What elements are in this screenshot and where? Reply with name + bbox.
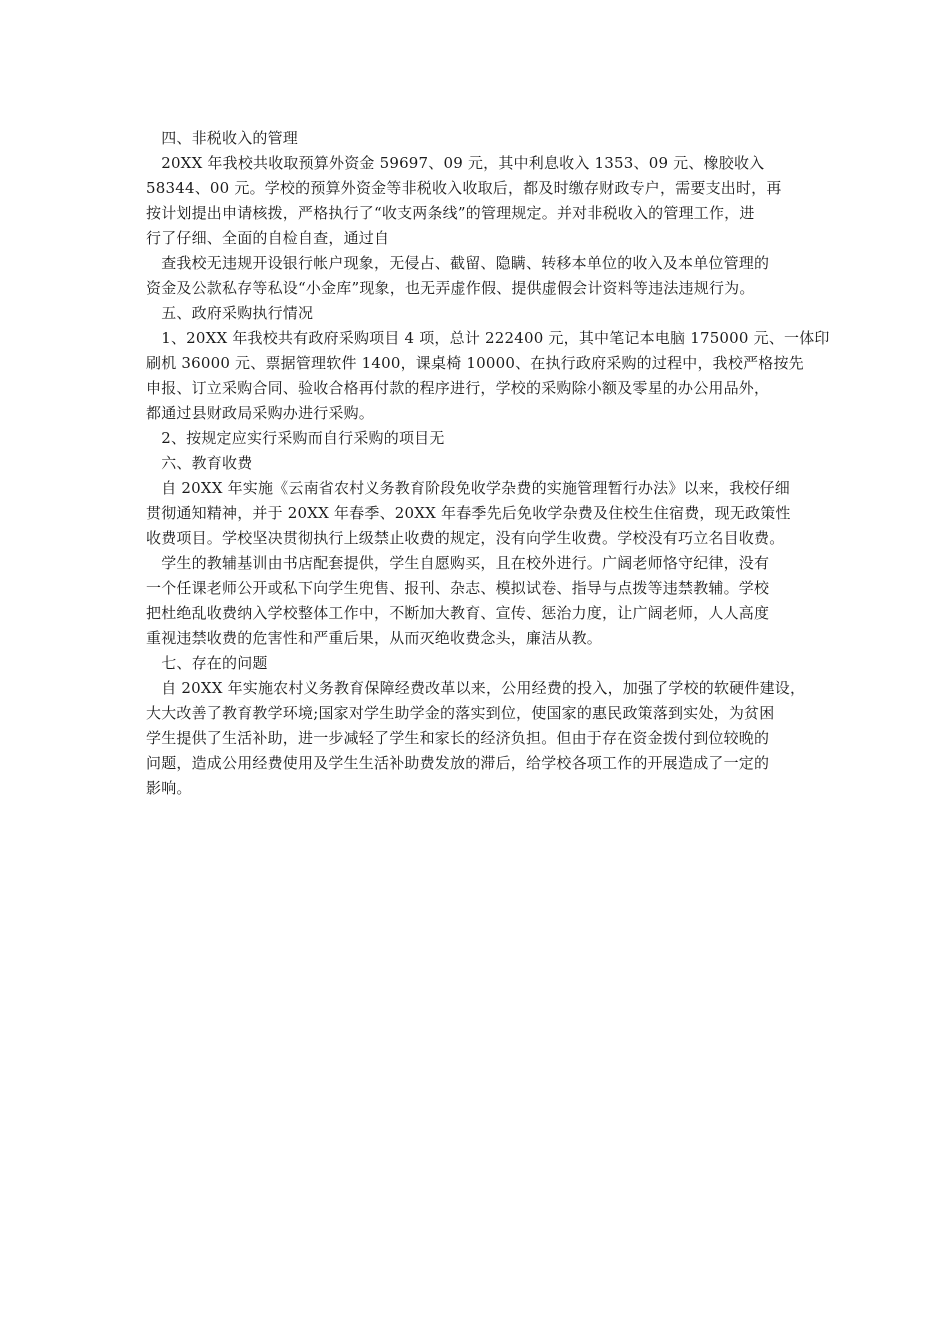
section-heading-6: 六、教育收费 [146,454,253,472]
paragraph-line: 20XX 年我校共收取预算外资金 59697、09 元，其中利息收入 1353、09 元、橡胶收入 [146,154,765,172]
paragraph-line: 行了仔细、全面的自检自查，通过自 [146,229,390,247]
paragraph-line: 贯彻通知精神，并于 20XX 年春季、20XX 年春季先后免收学杂费及住校生住宿费，现无政策性 [146,504,791,522]
paragraph-line: 2、按规定应实行采购而自行采购的项目无 [146,429,445,447]
paragraph-line: 学生提供了生活补助，进一步减轻了学生和家长的经济负担。但由于存在资金拨付到位较晚的 [146,729,770,747]
paragraph-line: 学生的教辅基训由书店配套提供，学生自愿购买，且在校外进行。广阔老师恪守纪律，没有 [146,554,770,572]
paragraph-line: 重视违禁收费的危害性和严重后果，从而灭绝收费念头，廉洁从教。 [146,629,603,647]
paragraph-line: 资金及公款私存等私设“小金库”现象，也无弄虚作假、提供虚假会计资料等违法违规行为。 [146,279,755,297]
paragraph-line: 都通过县财政局采购办进行采购。 [146,404,375,422]
paragraph-line: 自 20XX 年实施《云南省农村义务教育阶段免收学杂费的实施管理暂行办法》以来，我校仔细 [146,479,790,497]
paragraph-line: 按计划提出申请核拨，严格执行了“收支两条线”的管理规定。并对非税收入的管理工作，进 [146,204,755,222]
paragraph-line: 刷机 36000 元、票据管理软件 1400，课桌椅 10000、在执行政府采购的过程中，我校严格按先 [146,354,804,372]
paragraph-line: 申报、订立采购合同、验收合格再付款的程序进行，学校的采购除小额及零星的办公用品外， [146,379,770,397]
paragraph-line: 一个任课老师公开或私下向学生兜售、报刊、杂志、模拟试卷、指导与点拨等违禁教辅。学校 [146,579,770,597]
paragraph-line: 大大改善了教育教学环境;国家对学生助学金的落实到位，使国家的惠民政策落到实处，为贫困 [146,704,775,722]
paragraph-line: 问题，造成公用经费使用及学生生活补助费发放的滞后，给学校各项工作的开展造成了一定的 [146,754,770,772]
paragraph-line: 自 20XX 年实施农村义务教育保障经费改革以来，公用经费的投入，加强了学校的软硬件建设， [146,679,806,697]
paragraph-line: 收费项目。学校坚决贯彻执行上级禁止收费的规定，没有向学生收费。学校没有巧立名目收费。 [146,529,785,547]
section-heading-5: 五、政府采购执行情况 [146,304,314,322]
paragraph-line: 影响。 [146,779,192,797]
section-heading-4: 四、非税收入的管理 [146,129,299,147]
paragraph-line: 查我校无违规开设银行帐户现象，无侵占、截留、隐瞒、转移本单位的收入及本单位管理的 [146,254,770,272]
paragraph-line: 58344、00 元。学校的预算外资金等非税收入收取后，都及时缴存财政专户，需要支出时，再 [146,179,782,197]
paragraph-line: 把杜绝乱收费纳入学校整体工作中，不断加大教育、宣传、惩治力度，让广阔老师，人人高度 [146,604,770,622]
paragraph-line: 1、20XX 年我校共有政府采购项目 4 项，总计 222400 元，其中笔记本电脑 175000 元、一体印 [146,329,830,347]
section-heading-7: 七、存在的问题 [146,654,268,672]
